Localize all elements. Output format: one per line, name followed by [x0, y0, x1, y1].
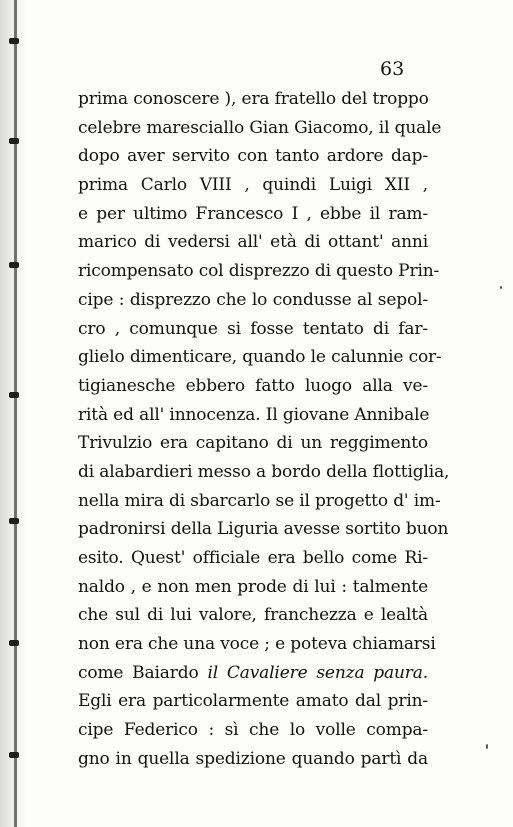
text-line: di alabardieri messo a bordo della flottiglia,: [78, 461, 450, 482]
text-line: cipe Federico : sì che lo volle compa-: [78, 720, 428, 741]
text-line: prima conoscere ), era fratello del troppo: [78, 89, 429, 109]
text-line: e per ultimo Francesco I , ebbe il ram-: [78, 203, 428, 224]
text-line: padronirsi della Liguria avesse sortito buon: [78, 519, 449, 540]
binding-stitch: [9, 262, 19, 268]
text-line: ricompensato col disprezzo di questo Prin-: [78, 261, 440, 282]
text-line: prima Carlo VIII , quindi Luigi XII ,: [78, 175, 428, 196]
text-line: esito. Quest' officiale era bello come Ri-: [78, 548, 428, 568]
page-binding-edge: [0, 0, 26, 827]
text-line: che sul di lui valore, franchezza e lealtà: [78, 605, 428, 626]
italic-phrase: il Cavaliere senza paura.: [207, 662, 429, 683]
binding-stitch: [9, 518, 19, 524]
binding-stitch: [9, 392, 19, 398]
text-line: celebre maresciallo Gian Giacomo, il quale: [78, 117, 442, 138]
text-line-start: come Baiardo: [78, 662, 199, 683]
text-line: glielo dimenticare, quando le calunnie cor-: [78, 347, 442, 368]
text-line: gno in quella spedizione quando partì da: [78, 748, 428, 769]
binding-stitch: [9, 752, 19, 758]
text-line-with-italic: [78, 659, 428, 688]
text-line: rità ed all' innocenza. Il giovane Annibale: [78, 404, 430, 425]
binding-stitch: [9, 138, 19, 144]
text-line: non era che una voce ; e poteva chiamarsi: [78, 634, 436, 655]
paper-speck: [500, 286, 502, 289]
binding-stitch: [9, 640, 19, 646]
text-line: nella mira di sbarcarlo se il progetto d' im-: [78, 490, 441, 511]
text-line: tigianesche ebbero fatto luogo alla ve-: [78, 375, 428, 396]
binding-spine-line: [14, 0, 17, 827]
text-line: cro , comunque si fosse tentato di far-: [78, 318, 428, 339]
binding-stitch: [9, 38, 19, 44]
text-line: dopo aver servito con tanto ardore dap-: [78, 146, 428, 167]
text-line: Trivulzio era capitano di un reggimento: [78, 433, 428, 454]
paper-speck: [486, 744, 488, 749]
body-text: [78, 85, 450, 774]
text-line: naldo , e non men prode di lui : talmente: [78, 576, 428, 597]
text-line: marico di vedersi all' età di ottant' anni: [78, 232, 428, 253]
text-line: cipe : disprezzo che lo condusse al sepol-: [78, 289, 428, 310]
text-line: Egli era particolarmente amato dal prin-: [78, 691, 428, 712]
page-number: 63: [380, 58, 405, 80]
